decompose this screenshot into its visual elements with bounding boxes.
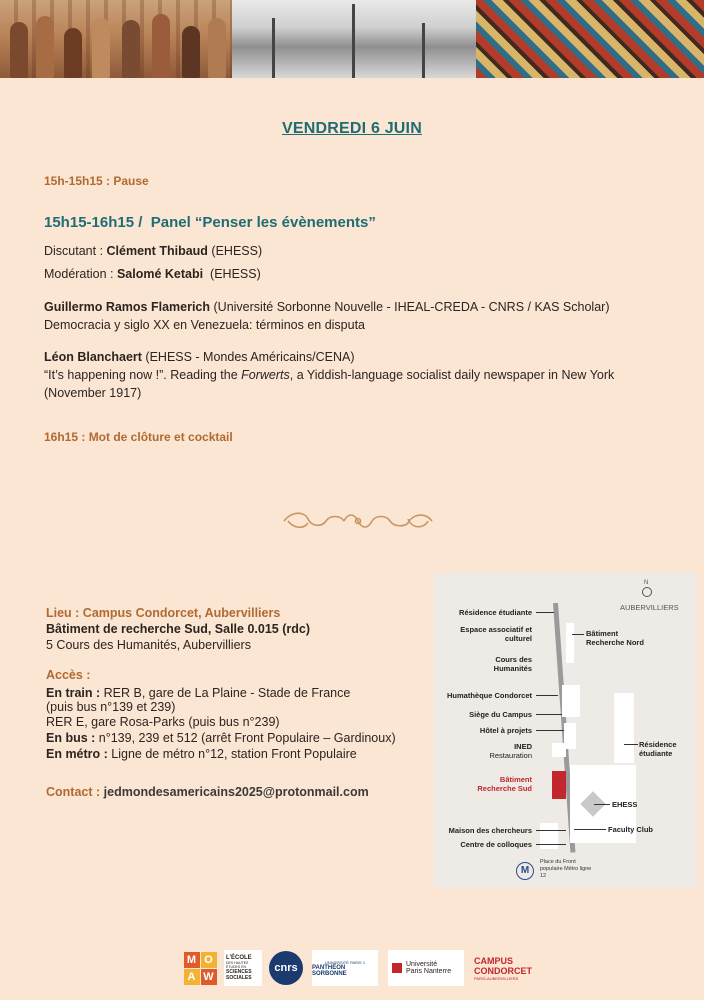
map-label-batiment-nord: Bâtiment Recherche Nord [586,629,644,647]
moderation-affil: (EHESS) [203,267,261,281]
map-label-residence-etudiante-2: Résidence étudiante [639,740,677,758]
venue-address: 5 Cours des Humanités, Aubervilliers [46,638,251,652]
map-label-espace-associatif: Espace associatif et culturel [460,625,532,643]
talk-1 [44,298,674,334]
ehess-logo-line3: SCIENCES SOCIALES [226,969,252,981]
panel-title: Panel “Penser les évènements” [150,214,376,231]
map-label-batiment-sud: Bâtiment Recherche Sud [477,775,532,793]
panel-time: 15h15-16h15 [44,214,135,231]
talk-1-speaker: Guillermo Ramos Flamerich [44,300,211,314]
metro-value: Ligne de métro n°12, station Front Populaire [111,747,357,761]
talk-1-affil: (Université Sorbonne Nouvelle - IHEAL-CREDA - CNRS / KAS Scholar) [210,300,610,314]
map-label-place-front-populaire: Place du Front populaire Métro ligne 12 [540,859,592,879]
ehess-logo-line2: DES HAUTES ÉTUDES EN [226,961,249,969]
bus-line [46,730,426,746]
train-1: RER B, gare de La Plaine - Stade de France [103,686,351,700]
moderation-name: Salomé Ketabi [116,267,204,281]
train-line-1b: (puis bus n°139 et 239) [46,700,176,714]
talk-2 [44,348,684,402]
map-block [614,693,634,763]
map-label-siege-campus: Siège du Campus [469,710,532,719]
map-block [552,743,566,757]
bus-label: En bus : [46,731,99,745]
ehess-logo [224,950,262,986]
talk-2-title [44,366,684,384]
train-line-2: RER E, gare Rosa-Parks (puis bus n°239) [46,715,280,729]
map-block [562,685,580,717]
contact-email-link[interactable]: jedmondesamericains2025@protonmail.com [103,785,369,799]
batiment-sud-marker [552,771,566,799]
moderation-label: Modération : [44,267,117,281]
pause-line: 15h-15h15 : Pause [44,174,149,188]
partner-logos [0,950,704,988]
metro-label: En métro : [46,747,112,761]
campus-condorcet-logo [474,950,530,986]
banner-image-codex [476,0,704,78]
talk-2-title-post: , a Yiddish-language socialist daily newspaper in New York [289,368,615,382]
map-label-faculty-club: Faculty Club [608,825,654,834]
map-label-restauration: Restauration [489,751,532,760]
nanterre-logo-line2: Paris Nanterre [406,968,452,975]
train-label: En train : [46,686,104,700]
nanterre-logo [388,950,464,986]
map-label-ined: INED [514,742,532,751]
map-label-humatheque: Humathèque Condorcet [446,691,532,700]
moaw-logo: M O A W [182,950,218,986]
compass-icon [642,587,652,597]
contact-label: Contact : [46,785,104,799]
day-title: VENDREDI 6 JUIN [282,120,422,137]
metro-icon: M [516,862,534,880]
campus-logo-line1: CAMPUS [474,955,514,966]
panel-heading [44,214,376,231]
talk-2-title-italic: Forwerts [241,368,290,382]
venue-lieu: Lieu : Campus Condorcet, Aubervilliers [46,606,281,620]
closing-line: 16h15 : Mot de clôture et cocktail [44,430,233,444]
map-block [540,823,558,849]
banner-image-engraving-landscape [232,0,476,78]
nanterre-logo-line1: Université [406,961,438,968]
pantheon-logo-text: PANTHÉON SORBONNE [312,964,347,977]
discussant-affil: (EHESS) [207,244,263,258]
campus-logo-line3: PARIS-AUBERVILLIERS [474,975,519,981]
talk-2-speaker: Léon Blanchaert [44,350,142,364]
map-block [566,623,574,663]
pantheon-logo-top: UNIVERSITÉ PARIS 1 [324,959,366,965]
talk-1-title: Democracia y siglo XX en Venezuela: términos en disputa [44,318,366,332]
discussant-name: Clément Thibaud [106,244,208,258]
ehess-logo-line1: L’ÉCOLE [226,955,252,961]
map-label-residence-etudiante-1: Résidence étudiante [459,608,532,617]
talk-2-affil: (EHESS - Mondes Américains/CENA) [141,350,355,364]
map-north-label: N [644,580,649,586]
bus-value: n°139, 239 et 512 (arrêt Front Populaire – Gardinoux) [98,731,396,745]
map-label-hotel-projets: Hôtel à projets [479,726,532,735]
discussant-label: Discutant : [44,244,107,258]
header-banner [0,0,704,78]
map-label-centre-colloques: Centre de colloques [460,840,532,849]
talk-2-title-pre: “It’s happening now !”. Reading the [44,368,242,382]
contact-line [46,784,426,800]
flourish-ornament-icon [282,509,434,533]
discussant-line [44,242,262,260]
metro-line [46,746,426,762]
campus-map [434,573,697,888]
train-line-1 [46,685,426,701]
map-label-maison-chercheurs: Maison des chercheurs [448,826,532,835]
map-label-ehess: EHESS [612,800,638,809]
cnrs-logo-text: cnrs [269,951,303,985]
venue-building: Bâtiment de recherche Sud, Salle 0.015 (rdc) [46,622,310,636]
map-label-cours-humanites: Cours des Humanités [493,655,532,673]
acces-label: Accès : [46,668,91,682]
map-city-label: AUBERVILLIERS [620,603,679,612]
venue-info [46,605,426,800]
pantheon-sorbonne-logo [312,950,378,986]
panel-separator: / [134,214,151,231]
campus-logo-line2: CONDORCET [474,965,532,976]
banner-image-colonial-figures [0,0,232,78]
cnrs-logo [268,950,304,986]
talk-2-title-line2: (November 1917) [44,386,142,400]
moderation-line [44,265,261,283]
